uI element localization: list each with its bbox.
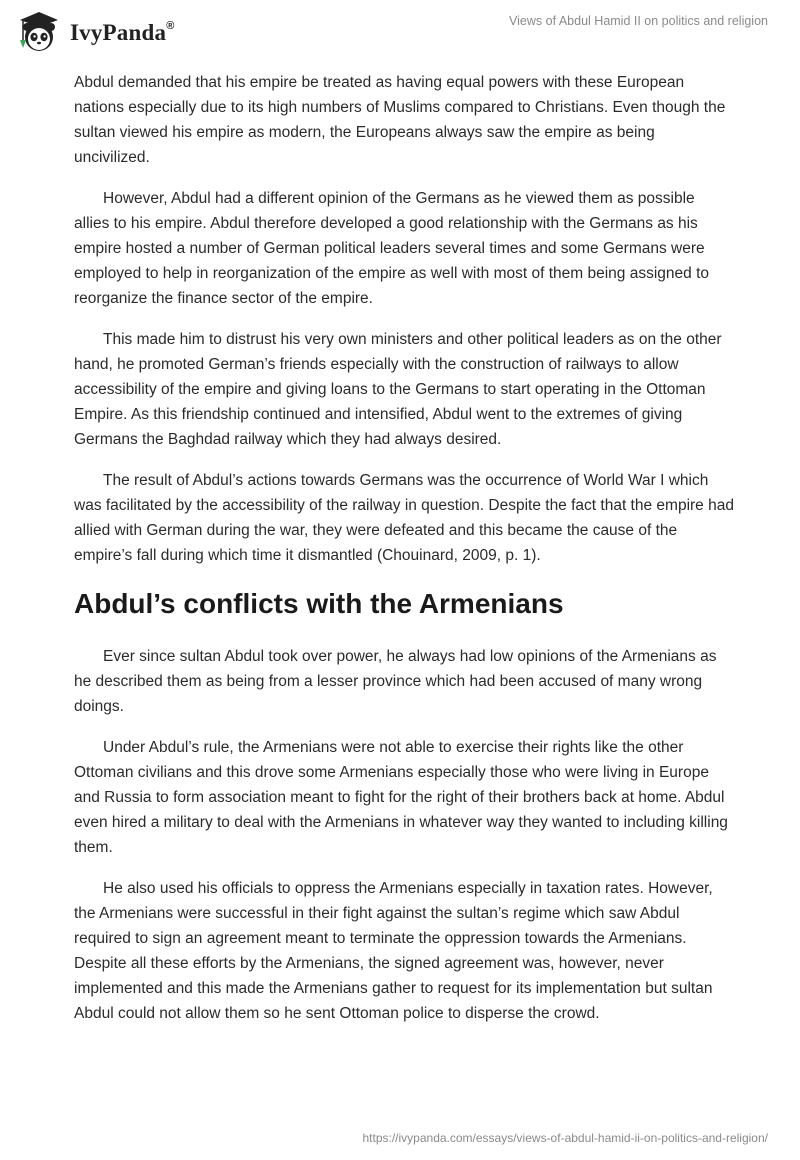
paragraph: This made him to distrust his very own ministers and other political leaders as on the other hand, he promoted German’s friends especially with the construction of railways to allow accessibility of the empire and giving loans to the Germans to start operating in the Ottoman Empire. As this friendship continued and intensified, Abdul went to the extremes of giving Germans the Baghdad railway which they had always desired. xyxy=(74,331,722,448)
paragraph: However, Abdul had a different opinion of the Germans as he viewed them as possible allies to his empire. Abdul therefore developed a good relationship with the Germans as his empire hosted a number of German political leaders several times and some Germans were employed to help in reorganization of the empire as well with most of them being assigned to reorganize the finance sector of the empire. xyxy=(74,190,709,307)
paragraph: Ever since sultan Abdul took over power, he always had low opinions of the Armenians as he described them as being from a lesser province which had been accused of many wrong doings. xyxy=(74,648,717,715)
paragraph: Under Abdul’s rule, the Armenians were not able to exercise their rights like the other Ottoman civilians and this drove some Armenians especially those who were living in Europe and Russia to form association meant to fight for the right of their brothers back at home. Abdul even hired a military to deal with the Armenians in whatever way they wanted to including killing them. xyxy=(74,739,728,856)
paragraph: The result of Abdul’s actions towards Germans was the occurrence of World War I which was facilitated by the accessibility of the railway in question. Despite the fact that the empire had allied with German during the war, they were defeated and this became the cause of the empire’s fall during which time it dismantled (Chouinard, 2009, p. 1). xyxy=(74,472,734,564)
page-header xyxy=(0,0,800,64)
panda-icon xyxy=(14,10,64,54)
document-title: Views of Abdul Hamid II on politics and religion xyxy=(509,14,768,28)
source-url[interactable]: https://ivypanda.com/essays/views-of-abdul-hamid-ii-on-politics-and-religion/ xyxy=(362,1131,768,1145)
brand-name: IvyPanda® xyxy=(70,20,175,45)
paragraph: He also used his officials to oppress the Armenians especially in taxation rates. However, the Armenians were successful in their fight against the sultan’s regime which saw Abdul required to sign an agreement meant to terminate the oppression towards the Armenians. Despite all these efforts by the Armenians, the signed agreement was, however, never implemented and this made the Armenians gather to request for its implementation but sultan Abdul could not allow them so he sent Ottoman police to disperse the crowd. xyxy=(74,880,713,1022)
section-heading: Abdul’s conflicts with the Armenians xyxy=(74,588,564,619)
article-body xyxy=(74,70,734,1042)
ivypanda-logo[interactable] xyxy=(14,10,175,54)
paragraph: Abdul demanded that his empire be treated as having equal powers with these European nations especially due to its high numbers of Muslims compared to Christians. Even though the sultan viewed his empire as modern, the Europeans always saw the empire as being uncivilized. xyxy=(74,74,726,166)
